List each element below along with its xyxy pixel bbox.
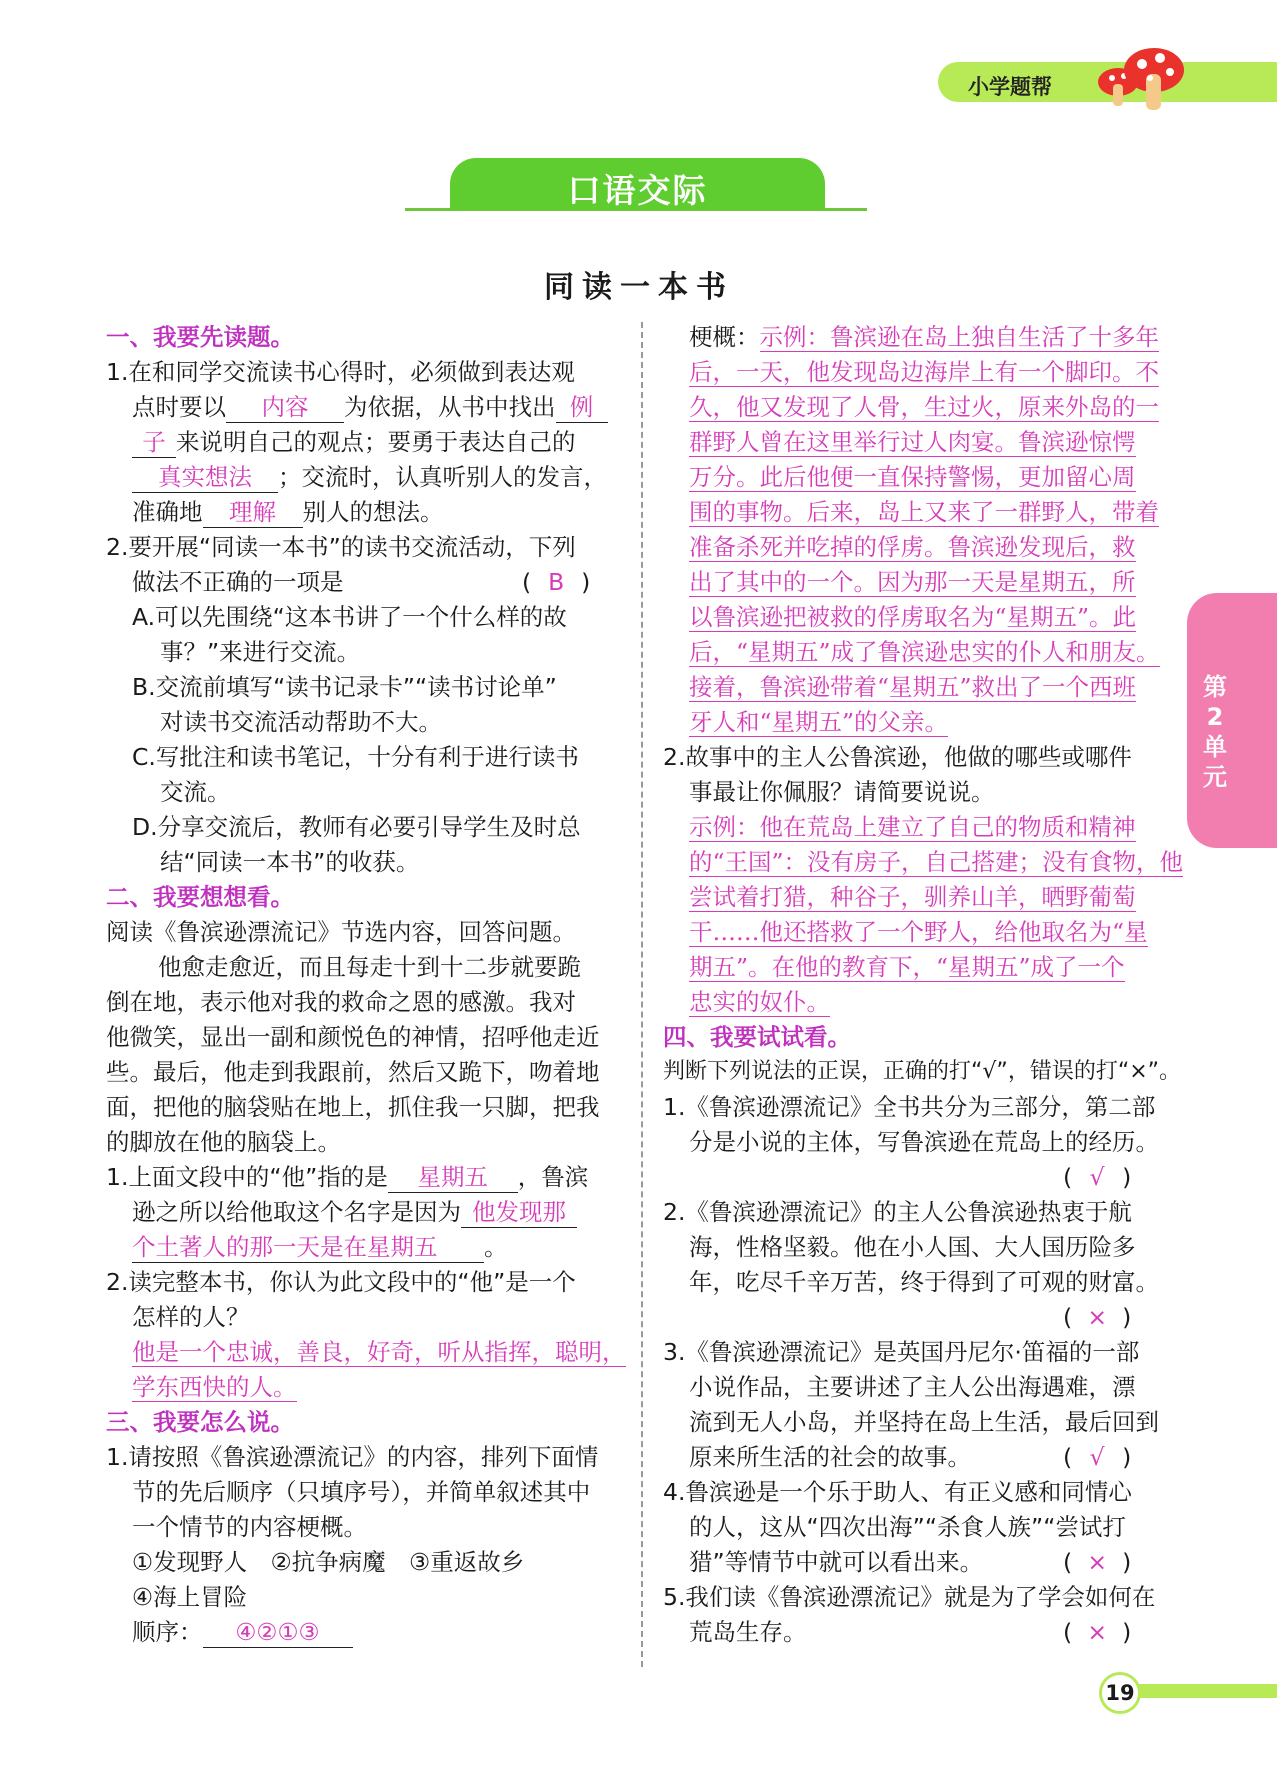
r1-line	[106, 1162, 588, 1192]
summary-text: 后，“星期五”成了鲁滨逊忠实的仆人和朋友。	[689, 638, 1160, 666]
r1-text: 逊之所以给他取这个名字是因为	[132, 1198, 461, 1226]
j1-answer: √	[1089, 1163, 1105, 1191]
t1-line: 一个情节的内容梗概。	[132, 1513, 367, 1541]
summary-text: 准备杀死并吃掉的俘虏。鲁滨逊发现后，救	[689, 533, 1136, 561]
j4-answer-paren: ( × )	[1063, 1548, 1132, 1576]
passage-line: 些。最后，他走到我跟前，然后又跪下，吻着地	[106, 1058, 600, 1086]
j4-line: 4.鲁滨逊是一个乐于助人、有正义感和同情心	[663, 1478, 1132, 1506]
t2-answer	[689, 987, 830, 1017]
q2-line	[132, 567, 616, 597]
j4-line	[689, 1547, 1168, 1577]
q1-answer-blank: 理解	[203, 497, 303, 528]
r2-answer	[132, 1337, 626, 1367]
j3-line: 小说作品，主要讲述了主人公出海遇难，漂	[689, 1373, 1136, 1401]
mushroom-icon	[1080, 40, 1200, 116]
t2-answer-text: 示例：他在荒岛上建立了自己的物质和精神	[689, 813, 1136, 841]
brand-label: 小学题帮	[968, 75, 1052, 99]
q1-text: 点时要以	[132, 393, 226, 421]
r1-text: 。	[484, 1233, 508, 1261]
j3-line	[689, 1442, 1168, 1472]
summary-text: 群野人曾在这里举行过人肉宴。鲁滨逊惊愕	[689, 428, 1136, 456]
section-4-title: 四、我要试试看。	[663, 1023, 851, 1051]
t1-line: 节的先后顺序（只填序号），并简单叙述其中	[132, 1478, 591, 1506]
section-banner-title: 口语交际	[567, 171, 708, 210]
j1-line: 1.《鲁滨逊漂流记》全书共分为三部分，第二部	[663, 1093, 1156, 1121]
j4-text: 猎”等情节中就可以看出来。	[689, 1548, 984, 1576]
summary-line	[689, 357, 1159, 387]
t2-answer-text: 尝试着打猎，种谷子，驯养山羊，晒野葡萄	[689, 883, 1136, 911]
j2-line: 年，吃尽千辛万苦，终于得到了可观的财富。	[689, 1268, 1159, 1296]
summary-line	[689, 497, 1159, 527]
j5-line	[689, 1617, 1168, 1647]
summary-line	[689, 427, 1136, 457]
section-4-intro: 判断下列说法的正误，正确的打“√”，错误的打“×”。	[663, 1059, 1182, 1084]
unit-side-tab-label: 第2单元	[1203, 673, 1227, 791]
summary-line	[689, 707, 948, 737]
r1-answer-blank: 个土著人的那一天是在星期五	[132, 1232, 484, 1263]
q2-answer-paren: ( B )	[522, 568, 591, 596]
t2-answer-text: 干……他还搭救了一个野人，给他取名为“星	[689, 918, 1148, 946]
j2-answer-paren: ( × )	[1063, 1303, 1132, 1331]
q2-answer: B	[548, 568, 565, 596]
passage-line: 他微笑，显出一副和颜悦色的神情，招呼他走近	[106, 1023, 600, 1051]
q1-text: 准确地	[132, 498, 203, 526]
t2-answer	[689, 882, 1136, 912]
summary-text: 后，一天，他发现岛边海岸上有一个脚印。不	[689, 358, 1159, 386]
q1-answer-blank: 例	[556, 392, 608, 423]
r2-answer	[132, 1372, 297, 1402]
j1-line: 分是小说的主体，写鲁滨逊在荒岛上的经历。	[689, 1128, 1159, 1156]
j2-line: 2.《鲁滨逊漂流记》的主人公鲁滨逊热衷于航	[663, 1198, 1132, 1226]
t2-answer-text: 忠实的奴仆。	[689, 988, 830, 1016]
q2-line: 2.要开展“同读一本书”的读书交流活动，下列	[106, 533, 576, 561]
r1-line	[132, 1197, 577, 1227]
t2-answer	[689, 917, 1148, 947]
summary-text: 久，他又发现了人骨，生过火，原来外岛的一	[689, 393, 1159, 421]
summary-line	[689, 532, 1136, 562]
j4-line: 的人，这从“四次出海”“杀食人族”“尝试打	[689, 1513, 1126, 1541]
summary-text: 围的事物。后来，岛上又来了一群野人，带着	[689, 498, 1159, 526]
j3-line: 流到无人小岛，并坚持在岛上生活，最后回到	[689, 1408, 1159, 1436]
r1-text: ，鲁滨	[517, 1163, 589, 1191]
j5-answer-paren: ( × )	[1063, 1618, 1132, 1646]
t2-answer	[689, 847, 1183, 877]
option-a: A.可以先围绕“这本书讲了一个什么样的故	[132, 603, 567, 631]
r1-answer-blank: 星期五	[388, 1162, 518, 1193]
t1-line: 1.请按照《鲁滨逊漂流记》的内容，排列下面情	[106, 1443, 599, 1471]
summary-text: 示例：鲁滨逊在岛上独自生活了十多年	[759, 323, 1159, 351]
j1-answer-paren: ( √ )	[1063, 1163, 1132, 1191]
q1-text: 来说明自己的观点；要勇于表达自己的	[176, 428, 576, 456]
r2-answer-text: 他是一个忠诚，善良，好奇，听从指挥，聪明，	[132, 1338, 626, 1366]
r2-line: 怎样的人？	[132, 1303, 250, 1331]
q1-line	[132, 462, 607, 492]
j2-answer: ×	[1087, 1303, 1108, 1331]
section-2-title: 二、我要想想看。	[106, 883, 294, 911]
j4-answer: ×	[1087, 1548, 1108, 1576]
t2-line: 2.故事中的主人公鲁滨逊，他做的哪些或哪件	[663, 743, 1132, 771]
j5-answer: ×	[1087, 1618, 1108, 1646]
r1-answer-blank: 他发现那	[461, 1197, 577, 1228]
t2-answer	[689, 952, 1125, 982]
summary-line	[689, 392, 1159, 422]
t2-line: 事最让你佩服？请简要说说。	[689, 778, 995, 806]
t2-answer	[689, 812, 1136, 842]
t1-options: ④海上冒险	[132, 1583, 248, 1611]
page-title: 同读一本书	[544, 270, 734, 305]
page-number-bar	[1122, 1684, 1277, 1698]
t1-options: ①发现野人 ②抗争病魔 ③重返故乡	[132, 1548, 525, 1576]
summary-line	[689, 672, 1136, 702]
q2-text: 做法不正确的一项是	[132, 568, 344, 596]
section-2-intro: 阅读《鲁滨逊漂流记》节选内容，回答问题。	[106, 918, 576, 946]
summary-line	[689, 637, 1160, 667]
t2-answer-text: 期五”。在他的教育下，“星期五”成了一个	[689, 953, 1125, 981]
q1-answer-blank: 子	[132, 427, 176, 458]
passage-line: 他愈走愈近，而且每走十到十二步就要跪	[158, 953, 581, 981]
option-d: D.分享交流后，教师有必要引导学生及时总	[132, 813, 581, 841]
r1-text: 1.上面文段中的“他”指的是	[106, 1163, 388, 1191]
j2-line: 海，性格坚毅。他在小人国、大人国历险多	[689, 1233, 1136, 1261]
q1-line	[132, 497, 444, 527]
t1-order-answer: ④②①③	[203, 1617, 353, 1648]
page-number: 19	[1099, 1672, 1141, 1714]
option-c: C.写批注和读书笔记，十分有利于进行读书	[132, 743, 579, 771]
option-b: 对读书交流活动帮助不大。	[160, 708, 442, 736]
passage-line: 面，把他的脑袋贴在地上，抓住我一只脚，把我	[106, 1093, 600, 1121]
summary-label: 梗概：	[689, 323, 760, 351]
j5-text: 荒岛生存。	[689, 1618, 807, 1646]
option-b: B.交流前填写“读书记录卡”“读书讨论单”	[132, 673, 557, 701]
t1-order-label: 顺序：	[132, 1618, 203, 1646]
summary-text: 以鲁滨逊把被救的俘虏取名为“星期五”。此	[689, 603, 1137, 631]
j5-line: 5.我们读《鲁滨逊漂流记》就是为了学会如何在	[663, 1583, 1156, 1611]
q1-answer-blank: 内容	[226, 392, 344, 423]
column-divider	[641, 322, 643, 1667]
j3-text: 原来所生活的社会的故事。	[689, 1443, 971, 1471]
r1-line	[132, 1232, 508, 1262]
option-d: 结“同读一本书”的收获。	[160, 848, 420, 876]
t2-answer-text: 的“王国”：没有房子，自己搭建；没有食物，他	[689, 848, 1184, 876]
q1-line	[132, 392, 608, 422]
passage-line: 的脚放在他的脑袋上。	[106, 1128, 341, 1156]
summary-line	[689, 462, 1136, 492]
t1-order	[132, 1617, 353, 1647]
summary-text: 万分。此后他便一直保持警惕，更加留心周	[689, 463, 1136, 491]
summary-line	[689, 322, 1159, 352]
summary-text: 出了其中的一个。因为那一天是星期五，所	[689, 568, 1136, 596]
passage-line: 倒在地，表示他对我的救命之恩的感激。我对	[106, 988, 576, 1016]
q1-text: 别人的想法。	[302, 498, 444, 526]
option-c: 交流。	[160, 778, 231, 806]
j3-line: 3.《鲁滨逊漂流记》是英国丹尼尔·笛福的一部	[663, 1338, 1140, 1366]
j3-answer-paren: ( √ )	[1063, 1443, 1132, 1471]
q1-answer-blank: 真实想法	[132, 462, 278, 493]
summary-text: 接着，鲁滨逊带着“星期五”救出了一个西班	[689, 673, 1137, 701]
q1-text: ；交流时，认真听别人的发言，	[278, 463, 607, 491]
j3-answer: √	[1089, 1443, 1105, 1471]
section-1-title: 一、我要先读题。	[106, 323, 294, 351]
r2-line: 2.读完整本书，你认为此文段中的“他”是一个	[106, 1268, 576, 1296]
q1-line	[132, 427, 576, 457]
summary-line	[689, 602, 1136, 632]
summary-line	[689, 567, 1136, 597]
option-a: 事？”来进行交流。	[160, 638, 361, 666]
section-3-title: 三、我要怎么说。	[106, 1408, 294, 1436]
q1-line: 1.在和同学交流读书心得时，必须做到表达观	[106, 358, 575, 386]
r2-answer-text: 学东西快的人。	[132, 1373, 297, 1401]
summary-text: 牙人和“星期五”的父亲。	[689, 708, 949, 736]
q1-text: 为依据，从书中找出	[344, 393, 556, 421]
